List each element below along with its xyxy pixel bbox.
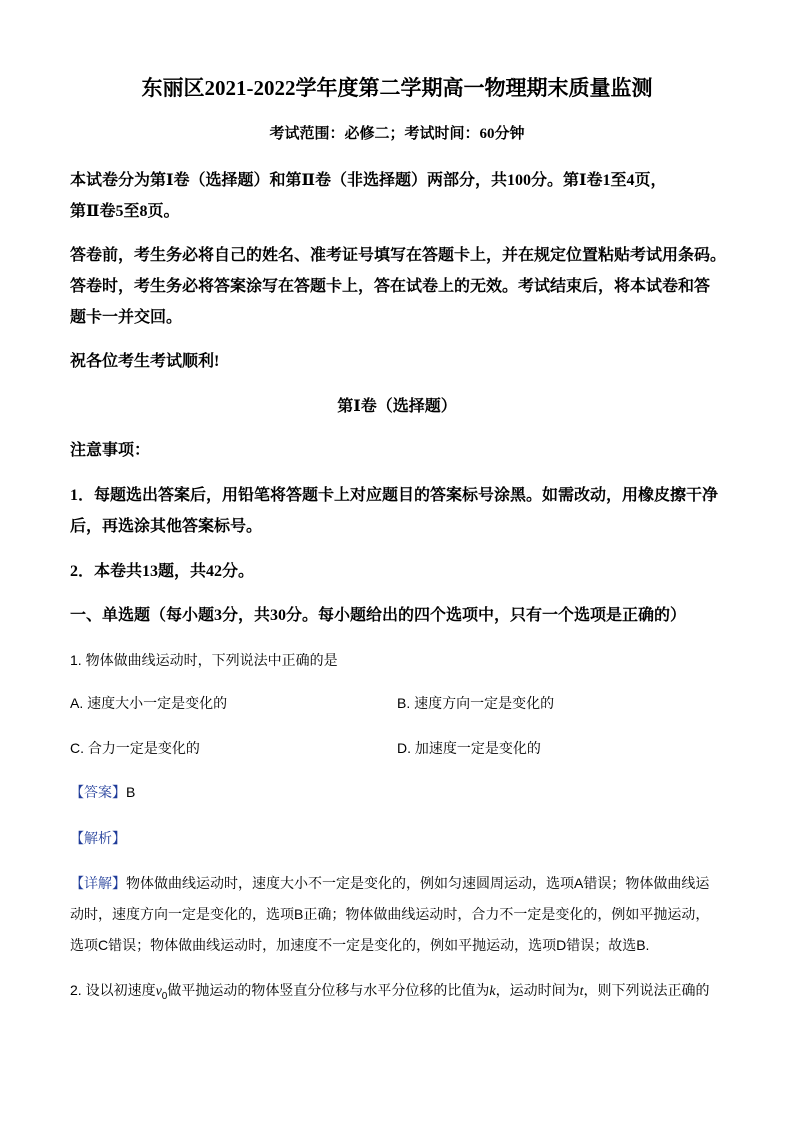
question-2-part-2: 做平抛运动的物体竖直分位移与水平分位移的比值为	[167, 982, 490, 998]
intro-line-2: 第Ⅱ卷5至8页。	[70, 203, 180, 220]
detail-line-2: 动时，速度方向一定是变化的，选项B正确；物体做曲线运动时，合力不一定是变化的，例如平抛运动，	[70, 906, 710, 922]
analysis-line	[70, 828, 126, 848]
question-1-option-b: B. 速度方向一定是变化的	[397, 695, 555, 711]
question-2-stem	[70, 980, 709, 1002]
page-title: 东丽区2021-2022学年度第二学期高一物理期末质量监测	[141, 76, 653, 100]
notes-heading: 注意事项：	[70, 442, 151, 459]
question-1-stem: 1. 物体做曲线运动时，下列说法中正确的是	[70, 652, 338, 668]
analysis-tag: 【解析】	[70, 830, 126, 846]
detail-tag: 【详解】	[70, 875, 126, 891]
wish-text: 祝各位考生考试顺利!	[70, 353, 220, 370]
instructions-line-1: 答卷前，考生务必将自己的姓名、准考证号填写在答题卡上，并在规定位置粘贴考试用条码。	[70, 247, 727, 264]
question-2-part-3: ，运动时间为	[495, 982, 580, 998]
question-2-part-1: 2. 设以初速度	[70, 982, 156, 998]
instructions-line-3: 题卡一并交回。	[70, 309, 183, 326]
answer-line	[70, 782, 135, 802]
v-subscript: 0	[161, 990, 168, 1002]
section-title: 第Ⅰ卷（选择题）	[337, 398, 457, 415]
v-symbol: v	[155, 984, 162, 999]
question-2-part-4: ，则下列说法正确的	[583, 982, 710, 998]
detail-line-3: 选项C错误；物体做曲线运动时，加速度不一定是变化的，例如平抛运动，选项D错误；故选B.	[70, 937, 650, 953]
instructions-line-2: 答卷时，考生务必将答案涂写在答题卡上，答在试卷上的无效。考试结束后，将本试卷和答	[70, 278, 711, 295]
question-1-option-d: D. 加速度一定是变化的	[397, 740, 541, 756]
note-1-line-1: 1．每题选出答案后，用铅笔将答题卡上对应题目的答案标号涂黑。如需改动，用橡皮擦干净	[70, 487, 719, 504]
t-symbol: t	[579, 984, 584, 999]
note-2: 2．本卷共13题，共42分。	[70, 563, 255, 580]
question-1-option-c: C. 合力一定是变化的	[70, 740, 200, 756]
question-1-option-a: A. 速度大小一定是变化的	[70, 695, 228, 711]
answer-value: B	[126, 784, 136, 800]
note-1-line-2: 后，再选涂其他答案标号。	[70, 518, 263, 535]
exam-subtitle: 考试范围：必修二；考试时间：60分钟	[269, 126, 525, 142]
detail-line-1	[70, 873, 709, 893]
part1-heading: 一、单选题（每小题3分，共30分。每小题给出的四个选项中，只有一个选项是正确的）	[70, 607, 687, 624]
detail-text-1: 物体做曲线运动时，速度大小不一定是变化的，例如匀速圆周运动，选项A错误；物体做曲线运	[126, 875, 710, 891]
answer-tag: 【答案】	[70, 784, 126, 800]
k-symbol: k	[489, 984, 496, 999]
intro-line-1: 本试卷分为第Ⅰ卷（选择题）和第Ⅱ卷（非选择题）两部分，共100分。第Ⅰ卷1至4页，	[70, 172, 667, 189]
